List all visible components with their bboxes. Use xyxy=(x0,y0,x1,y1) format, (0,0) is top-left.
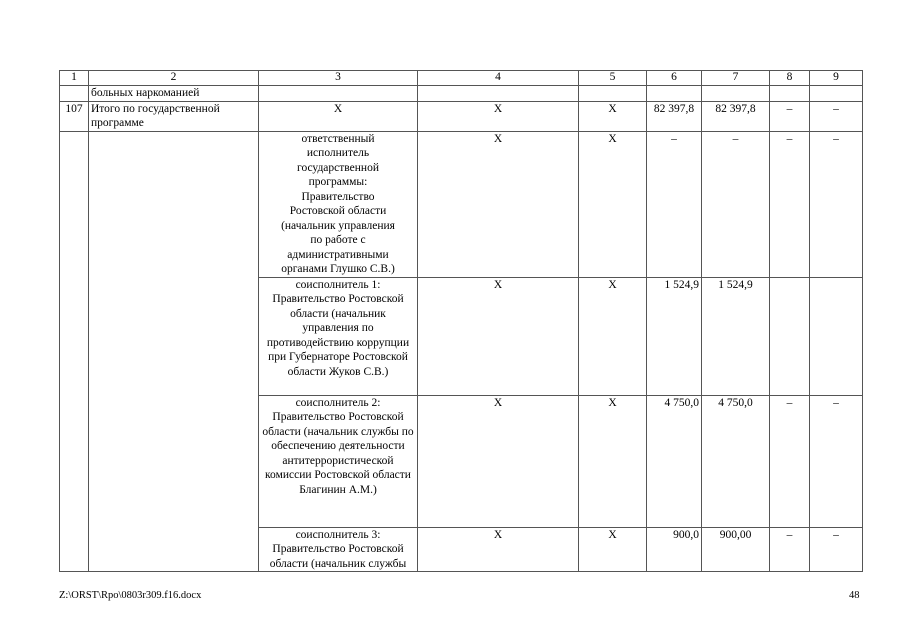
cell-col9: – xyxy=(810,527,863,572)
table-row xyxy=(60,86,863,102)
cell-name: Итого по государственной программе xyxy=(89,101,259,131)
cell-number xyxy=(60,131,89,572)
cell-col8 xyxy=(770,277,810,395)
cell-col5: X xyxy=(579,101,647,131)
cell-col5: X xyxy=(579,527,647,572)
cell-number: 107 xyxy=(60,101,89,131)
col-header-2: 2 xyxy=(89,71,259,86)
cell-executor: соисполнитель 2: Правительство Ростовской области (начальник службы по обеспечению деятельности антитеррористической комиссии Ростовской области Благинин А.М.) xyxy=(259,395,418,527)
cell-name xyxy=(89,131,259,572)
table-row xyxy=(60,131,863,277)
cell-executor: X xyxy=(259,101,418,131)
cell-col8: – xyxy=(770,131,810,277)
cell-number xyxy=(60,86,89,102)
cell-col7: 1 524,9 xyxy=(702,277,770,395)
cell-executor: соисполнитель 1: Правительство Ростовской области (начальник управления по противодействию коррупции при Губернаторе Ростовской области Жуков С.В.) xyxy=(259,277,418,395)
cell-executor: ответственный исполнитель государственной программы: Правительство Ростовской области (начальник управления по работе с административными органами Глушко С.В.) xyxy=(259,131,418,277)
cell-col4: X xyxy=(418,277,579,395)
cell-col6: 900,0 xyxy=(647,527,702,572)
col-header-7: 7 xyxy=(702,71,770,86)
cell-col9: – xyxy=(810,131,863,277)
col-header-6: 6 xyxy=(647,71,702,86)
cell-col6 xyxy=(647,86,702,102)
cell-col4: X xyxy=(418,527,579,572)
cell-col8: – xyxy=(770,395,810,527)
cell-col5 xyxy=(579,86,647,102)
cell-col4: X xyxy=(418,131,579,277)
cell-col8 xyxy=(770,86,810,102)
cell-col7: 82 397,8 xyxy=(702,101,770,131)
budget-table xyxy=(59,70,863,572)
cell-col6: 1 524,9 xyxy=(647,277,702,395)
cell-col6: 4 750,0 xyxy=(647,395,702,527)
col-header-1: 1 xyxy=(60,71,89,86)
cell-col7 xyxy=(702,86,770,102)
cell-col9: – xyxy=(810,101,863,131)
footer-page-number: 48 xyxy=(849,590,860,601)
cell-col7: – xyxy=(702,131,770,277)
cell-executor xyxy=(259,86,418,102)
cell-col5: X xyxy=(579,131,647,277)
col-header-3: 3 xyxy=(259,71,418,86)
cell-col9 xyxy=(810,86,863,102)
cell-col8: – xyxy=(770,101,810,131)
col-header-8: 8 xyxy=(770,71,810,86)
cell-col6: 82 397,8 xyxy=(647,101,702,131)
cell-executor: соисполнитель 3: Правительство Ростовской области (начальник службы xyxy=(259,527,418,572)
table-row xyxy=(60,101,863,131)
col-header-5: 5 xyxy=(579,71,647,86)
cell-col8: – xyxy=(770,527,810,572)
cell-col7: 900,00 xyxy=(702,527,770,572)
footer-file-path: Z:\ORST\Rpo\0803r309.f16.docx xyxy=(59,590,202,601)
col-header-4: 4 xyxy=(418,71,579,86)
cell-col9: – xyxy=(810,395,863,527)
col-header-9: 9 xyxy=(810,71,863,86)
cell-col6: – xyxy=(647,131,702,277)
cell-col5: X xyxy=(579,277,647,395)
cell-col5: X xyxy=(579,395,647,527)
cell-col7: 4 750,0 xyxy=(702,395,770,527)
cell-col4 xyxy=(418,86,579,102)
header-row xyxy=(60,71,863,86)
cell-name: больных наркоманией xyxy=(89,86,259,102)
cell-col4: X xyxy=(418,101,579,131)
cell-col4: X xyxy=(418,395,579,527)
cell-col9 xyxy=(810,277,863,395)
